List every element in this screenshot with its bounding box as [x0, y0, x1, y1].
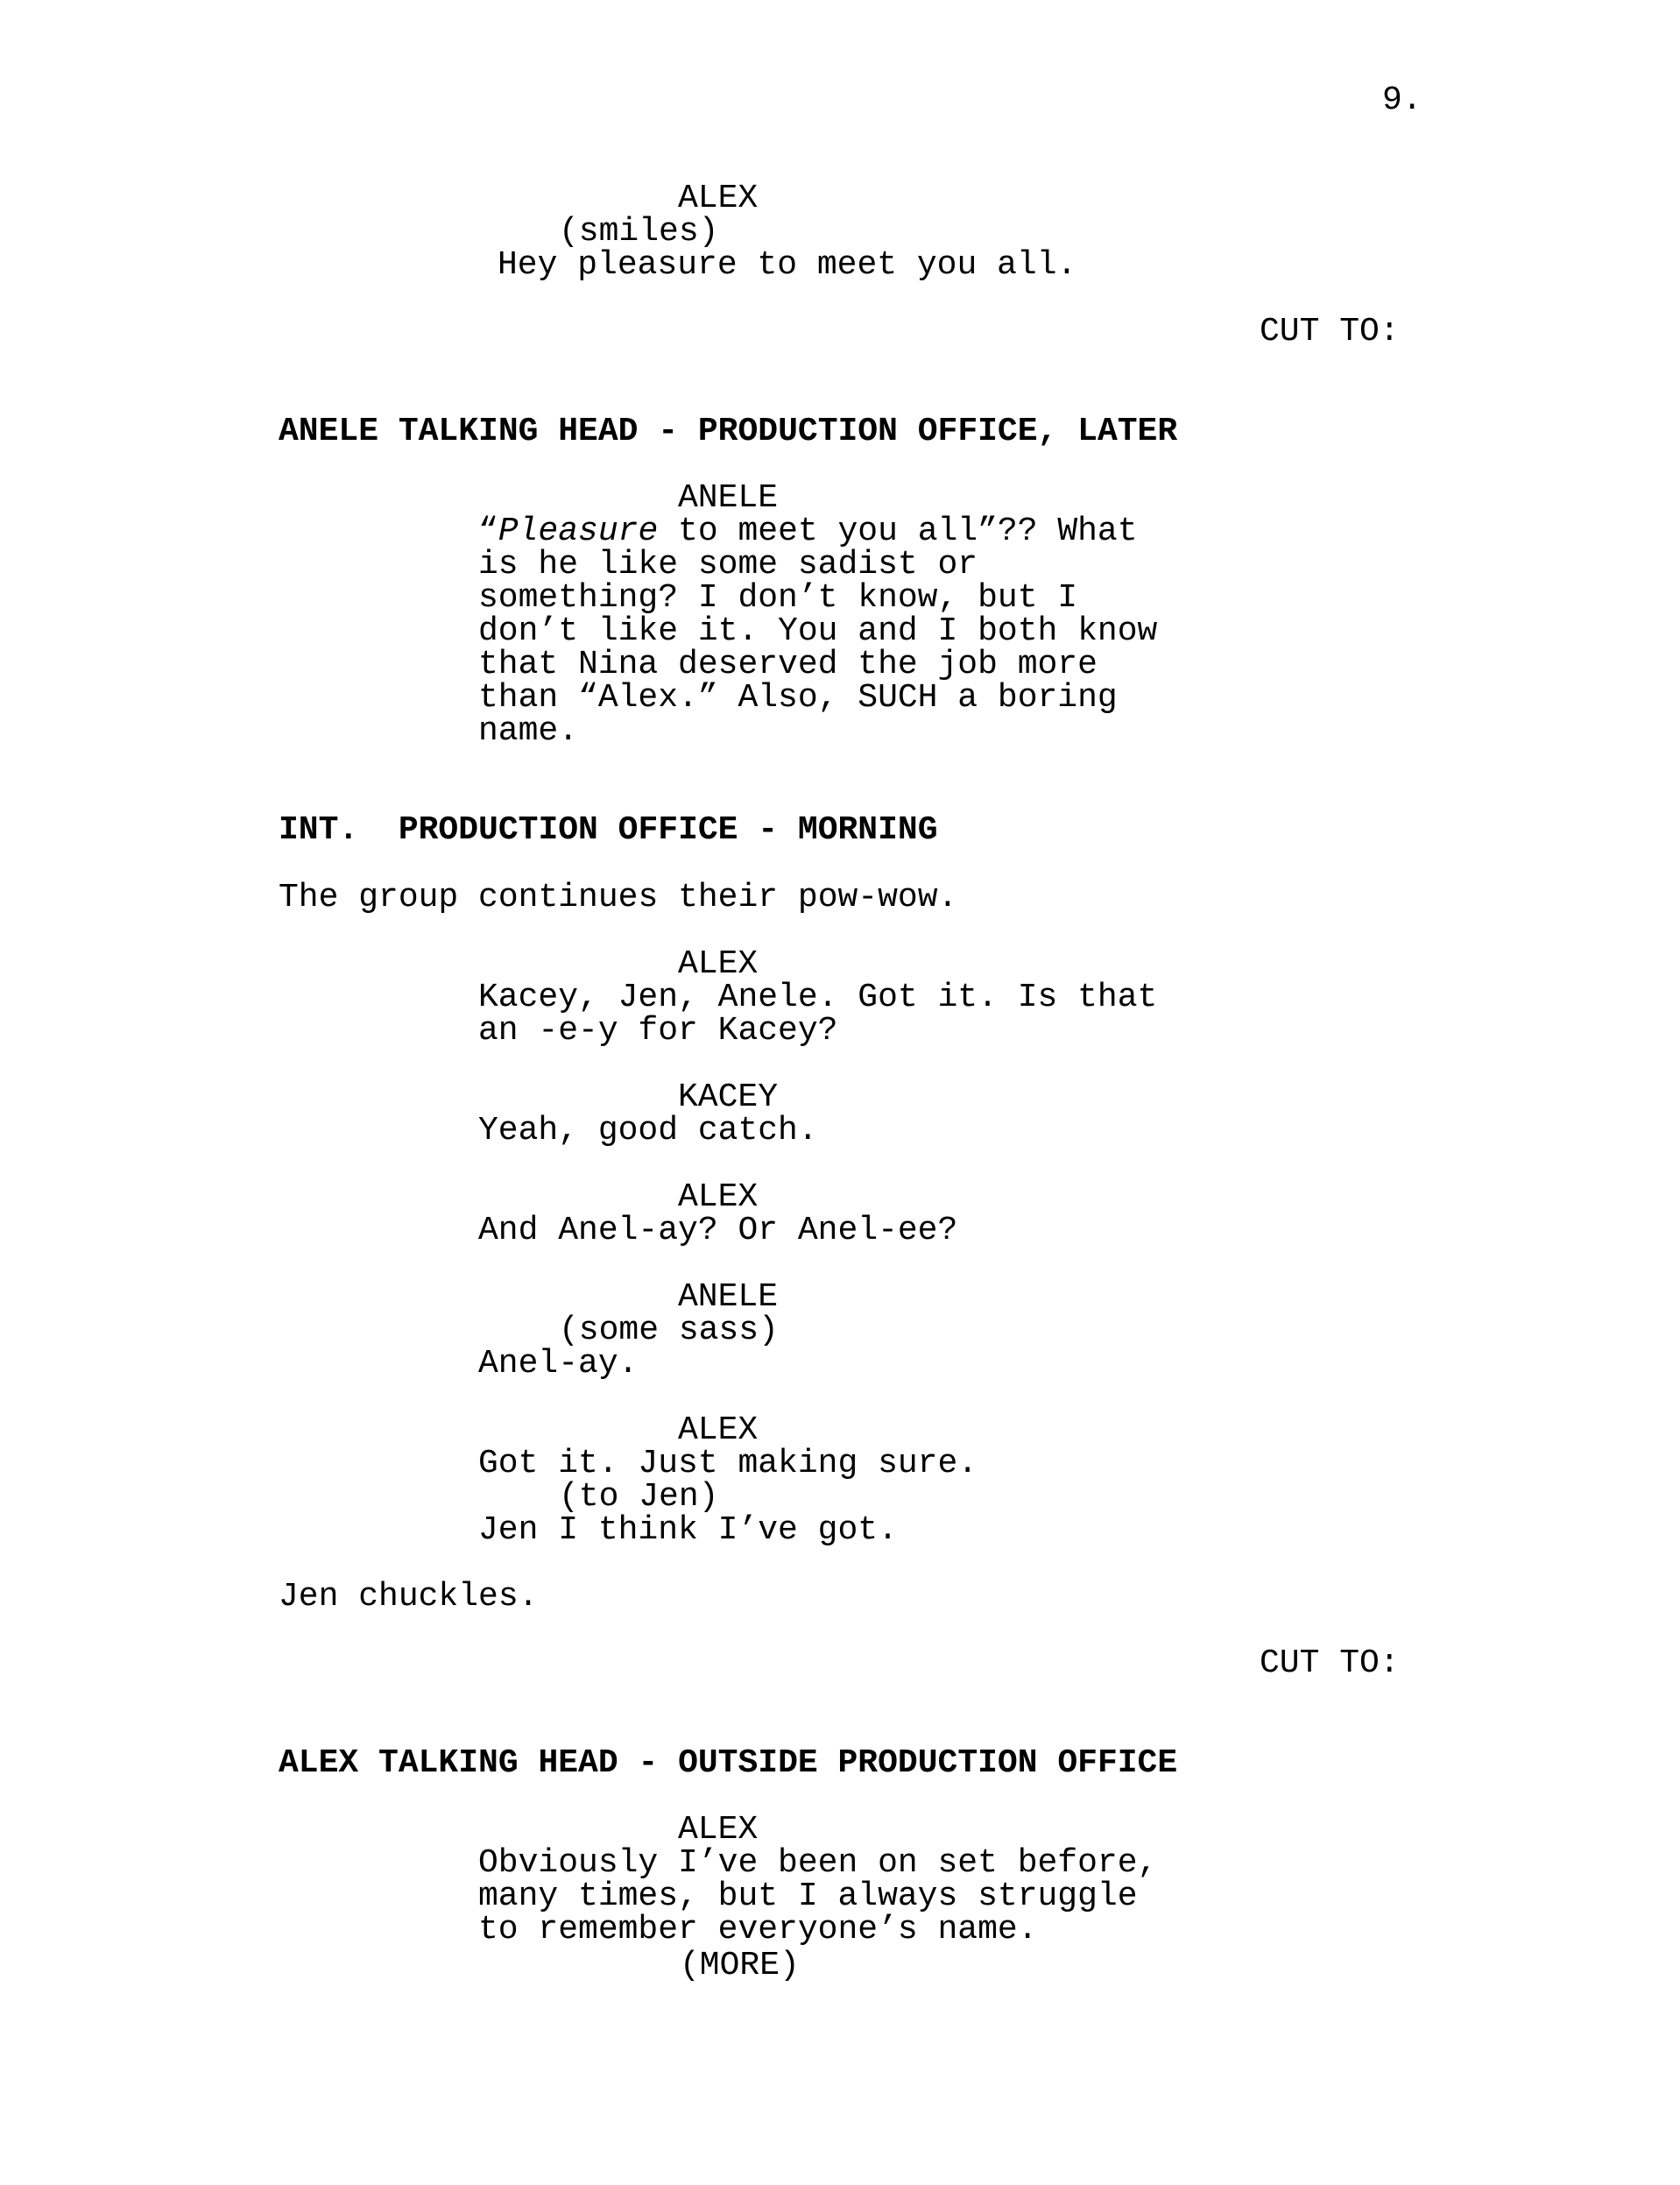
scene-heading: ALEX TALKING HEAD - OUTSIDE PRODUCTION OFFICE [279, 1744, 1178, 1782]
parenthetical: (to Jen) [559, 1478, 719, 1516]
dialogue-line: than “Alex.” Also, SUCH a boring [478, 679, 1118, 717]
page-number: 9. [1382, 81, 1422, 119]
character-name: KACEY [678, 1078, 779, 1116]
action-line: Jen chuckles. [279, 1578, 539, 1616]
character-name: ALEX [678, 1178, 759, 1216]
dialogue-line: Anel-ay. [478, 1345, 639, 1382]
dialogue-line: something? I don’t know, but I [478, 579, 1078, 617]
dialogue-line: Kacey, Jen, Anele. Got it. Is that [478, 979, 1158, 1016]
dialogue-line: Yeah, good catch. [478, 1112, 818, 1149]
dialogue-line: is he like some sadist or [478, 546, 978, 583]
transition: CUT TO: [1260, 1644, 1400, 1682]
character-name: ALEX [678, 945, 759, 983]
dialogue-line: Hey pleasure to meet you all. [498, 246, 1077, 284]
dialogue-line: name. [478, 712, 579, 750]
dialogue-line: to remember everyone’s name. [478, 1911, 1038, 1948]
parenthetical: (smiles) [559, 213, 719, 251]
character-name: ALEX [678, 1411, 759, 1449]
dialogue-line: Obviously I’ve been on set before, [478, 1844, 1158, 1882]
dialogue-line: Got it. Just making sure. [478, 1445, 978, 1482]
character-name: ALEX [678, 180, 759, 217]
dialogue-line: that Nina deserved the job more [478, 646, 1098, 683]
scene-heading: ANELE TALKING HEAD - PRODUCTION OFFICE, LATER [279, 413, 1178, 450]
more-marker: (MORE) [680, 1947, 800, 1984]
dialogue-line: And Anel-ay? Or Anel-ee? [478, 1212, 958, 1249]
dialogue-line: Jen I think I’ve got. [478, 1511, 898, 1549]
open-quote: “ [478, 513, 498, 550]
transition: CUT TO: [1260, 313, 1400, 350]
dialogue-line [478, 515, 1138, 548]
scene-heading: INT. PRODUCTION OFFICE - MORNING [279, 811, 938, 849]
action-line: The group continues their pow-wow. [279, 879, 958, 916]
character-name: ANELE [678, 1278, 779, 1316]
dialogue-line: don’t like it. You and I both know [478, 612, 1158, 650]
dialogue-line: an -e-y for Kacey? [478, 1012, 838, 1050]
character-name: ANELE [678, 479, 779, 517]
dialogue-line: many times, but I always struggle [478, 1877, 1138, 1915]
italic-word: Pleasure [498, 513, 659, 550]
dialogue-rest: to meet you all”?? What [658, 513, 1138, 550]
parenthetical: (some sass) [559, 1312, 779, 1349]
character-name: ALEX [678, 1811, 759, 1849]
